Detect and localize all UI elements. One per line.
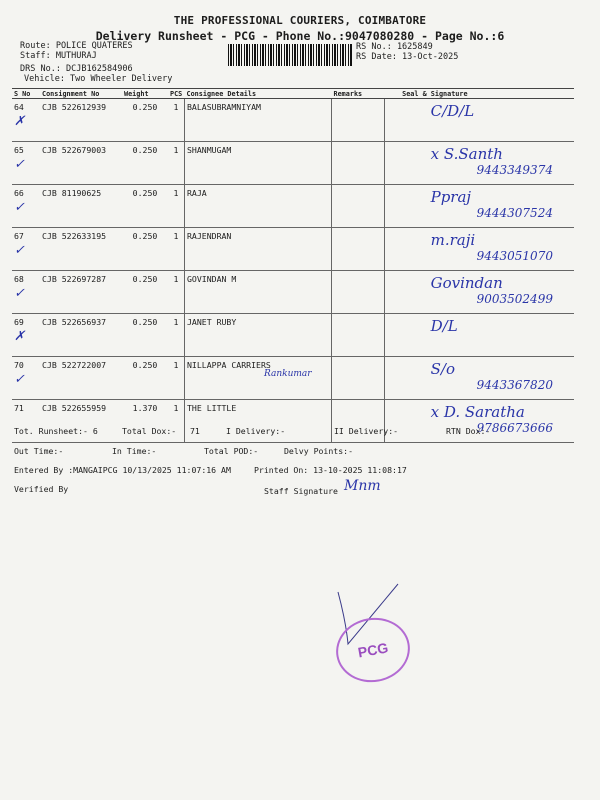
col-pcs: PCS xyxy=(168,89,185,99)
signature-handwriting: C/D/L xyxy=(430,102,475,120)
staff-signature-scribble: Mnm xyxy=(344,478,381,494)
col-signature: Seal & Signature xyxy=(384,89,574,99)
sno-value: 65 xyxy=(14,145,24,155)
signature-cell xyxy=(384,271,574,314)
remarks-cell xyxy=(332,99,385,142)
col-weight: Weight xyxy=(122,89,168,99)
consignee-cell: RAJENDRAN xyxy=(185,228,332,271)
staff-signature-label: Staff Signature xyxy=(264,486,338,496)
sno-cell xyxy=(12,99,40,142)
pcs-cell: 1 xyxy=(168,99,185,142)
rs-date: RS Date: 13-Oct-2025 xyxy=(356,52,459,62)
tick-mark-icon: ✓ xyxy=(14,372,25,387)
company-title: THE PROFESSIONAL COURIERS, COIMBATORE xyxy=(173,14,427,27)
total-dox-label: Total Dox:- xyxy=(122,426,177,436)
table-row xyxy=(12,228,574,271)
sno-cell xyxy=(12,142,40,185)
drs-line: DRS No.: DCJB162584906 xyxy=(20,64,133,74)
remarks-cell xyxy=(332,400,385,443)
sno-cell xyxy=(12,400,40,443)
table-row xyxy=(12,142,574,185)
phone-handwriting: 9786673666 xyxy=(476,421,553,435)
rs-no: RS No.: 1625849 xyxy=(356,42,433,52)
in-time: In Time:- xyxy=(112,446,157,456)
phone-handwriting: 9443051070 xyxy=(476,249,553,263)
tick-mark-icon: ✓ xyxy=(14,157,25,172)
consignment-cell: CJB 522656937 xyxy=(40,314,122,357)
consignee-cell: GOVINDAN M xyxy=(185,271,332,314)
signature-cell xyxy=(384,185,574,228)
pcs-cell: 1 xyxy=(168,314,185,357)
table-row xyxy=(12,99,574,142)
runsheet-subtitle: Delivery Runsheet - PCG - Phone No.:9047080280 - Page No.:6 xyxy=(95,29,505,43)
tick-mark-icon: ✓ xyxy=(14,243,25,258)
consignee-cell: BALASUBRAMNIYAM xyxy=(185,99,332,142)
ii-delivery: II Delivery:- xyxy=(334,426,399,436)
tick-mark-icon: ✗ xyxy=(14,329,25,344)
pcs-cell: 1 xyxy=(168,142,185,185)
signature-cell xyxy=(384,400,574,443)
sno-cell xyxy=(12,357,40,400)
consignee-cell: JANET RUBY xyxy=(185,314,332,357)
barcode xyxy=(228,44,352,66)
tick-mark-icon: ✗ xyxy=(14,114,25,129)
table-header-row xyxy=(12,89,574,99)
total-pod: Total POD:- xyxy=(204,446,259,456)
consignment-cell: CJB 522633195 xyxy=(40,228,122,271)
consignment-cell: CJB 522612939 xyxy=(40,99,122,142)
entered-by: Entered By :MANGAIPCG 10/13/2025 11:07:16 AM xyxy=(14,465,231,475)
pcs-cell: 1 xyxy=(168,357,185,400)
signature-cell xyxy=(384,357,574,400)
rs-info xyxy=(356,42,458,62)
consignee-cell: RAJA xyxy=(185,185,332,228)
vehicle-line: Vehicle: Two Wheeler Delivery xyxy=(24,74,173,84)
consignment-cell: CJB 522722007 xyxy=(40,357,122,400)
sno-value: 64 xyxy=(14,102,24,112)
pcs-cell: 1 xyxy=(168,185,185,228)
consignee-cell: THE LITTLE xyxy=(185,400,332,443)
consignment-cell: CJB 522697287 xyxy=(40,271,122,314)
pcs-cell: 1 xyxy=(168,271,185,314)
weight-cell: 1.370 xyxy=(122,400,168,443)
table-row xyxy=(12,185,574,228)
col-sno: S No xyxy=(12,89,40,99)
remarks-cell xyxy=(332,271,385,314)
consignment-cell: CJB 522679003 xyxy=(40,142,122,185)
sno-value: 70 xyxy=(14,360,24,370)
consignment-cell: CJB 81190625 xyxy=(40,185,122,228)
table-row xyxy=(12,400,574,443)
verified-by: Verified By xyxy=(14,484,69,494)
remarks-cell xyxy=(332,142,385,185)
remarks-cell xyxy=(332,228,385,271)
signature-cell xyxy=(384,142,574,185)
runsheet-table xyxy=(12,88,574,443)
consignment-cell: CJB 522655959 xyxy=(40,400,122,443)
sno-cell xyxy=(12,228,40,271)
phone-handwriting: 9444307524 xyxy=(476,206,553,220)
delvy-points: Delvy Points:- xyxy=(284,446,354,456)
total-dox-value: 71 xyxy=(190,426,200,436)
signature-handwriting: x D. Saratha xyxy=(430,403,525,421)
weight-cell: 0.250 xyxy=(122,271,168,314)
table-row xyxy=(12,314,574,357)
tot-runsheet: Tot. Runsheet:- 6 xyxy=(14,426,98,436)
sno-cell xyxy=(12,271,40,314)
weight-cell: 0.250 xyxy=(122,314,168,357)
signature-cell xyxy=(384,99,574,142)
remarks-cell xyxy=(332,185,385,228)
weight-cell: 0.250 xyxy=(122,228,168,271)
sno-cell xyxy=(12,314,40,357)
pcg-stamp: PCG xyxy=(331,612,415,688)
sno-value: 66 xyxy=(14,188,24,198)
consignee-cell: SHANMUGAM xyxy=(185,142,332,185)
weight-cell: 0.250 xyxy=(122,142,168,185)
sno-cell xyxy=(12,185,40,228)
tick-mark-icon: ✓ xyxy=(14,200,25,215)
sno-value: 69 xyxy=(14,317,24,327)
pcs-cell: 1 xyxy=(168,400,185,443)
sno-value: 71 xyxy=(14,403,24,413)
signature-handwriting: D/L xyxy=(430,317,458,335)
sno-value: 68 xyxy=(14,274,24,284)
signature-cell xyxy=(384,314,574,357)
rtn-dox: RTN Dox:- xyxy=(446,426,491,436)
signature-handwriting: m.raji xyxy=(430,231,476,249)
out-time: Out Time:- xyxy=(14,446,64,456)
staff-line: Staff: MUTHURAJ xyxy=(20,51,97,61)
weight-cell: 0.250 xyxy=(122,357,168,400)
phone-handwriting: 9443367820 xyxy=(476,378,553,392)
phone-handwriting: 9003502499 xyxy=(476,292,553,306)
table-row xyxy=(12,357,574,400)
col-consignee: Consignee Details xyxy=(185,89,332,99)
printed-on: Printed On: 13-10-2025 11:08:17 xyxy=(254,465,407,475)
weight-cell: 0.250 xyxy=(122,185,168,228)
signature-handwriting: Govindan xyxy=(430,274,503,292)
remarks-cell xyxy=(264,357,385,400)
route-info xyxy=(20,41,172,84)
signature-handwriting: Ppraj xyxy=(430,188,472,206)
remark-handwriting: Rankumar xyxy=(264,369,312,379)
sno-value: 67 xyxy=(14,231,24,241)
consignee-cell: NILLAPPA CARRIERS xyxy=(185,357,332,400)
weight-cell: 0.250 xyxy=(122,99,168,142)
pcs-cell: 1 xyxy=(168,228,185,271)
signature-handwriting: x S.Santh xyxy=(430,145,503,163)
remarks-cell xyxy=(332,314,385,357)
table-row xyxy=(12,271,574,314)
tick-mark-icon: ✓ xyxy=(14,286,25,301)
i-delivery: I Delivery:- xyxy=(226,426,286,436)
signature-handwriting: S/o xyxy=(430,360,455,378)
phone-handwriting: 9443349374 xyxy=(476,163,553,177)
signature-cell xyxy=(384,228,574,271)
route-line: Route: POLICE QUATERES xyxy=(20,41,133,51)
col-remarks: Remarks xyxy=(332,89,385,99)
col-consignment: Consignment No xyxy=(40,89,122,99)
